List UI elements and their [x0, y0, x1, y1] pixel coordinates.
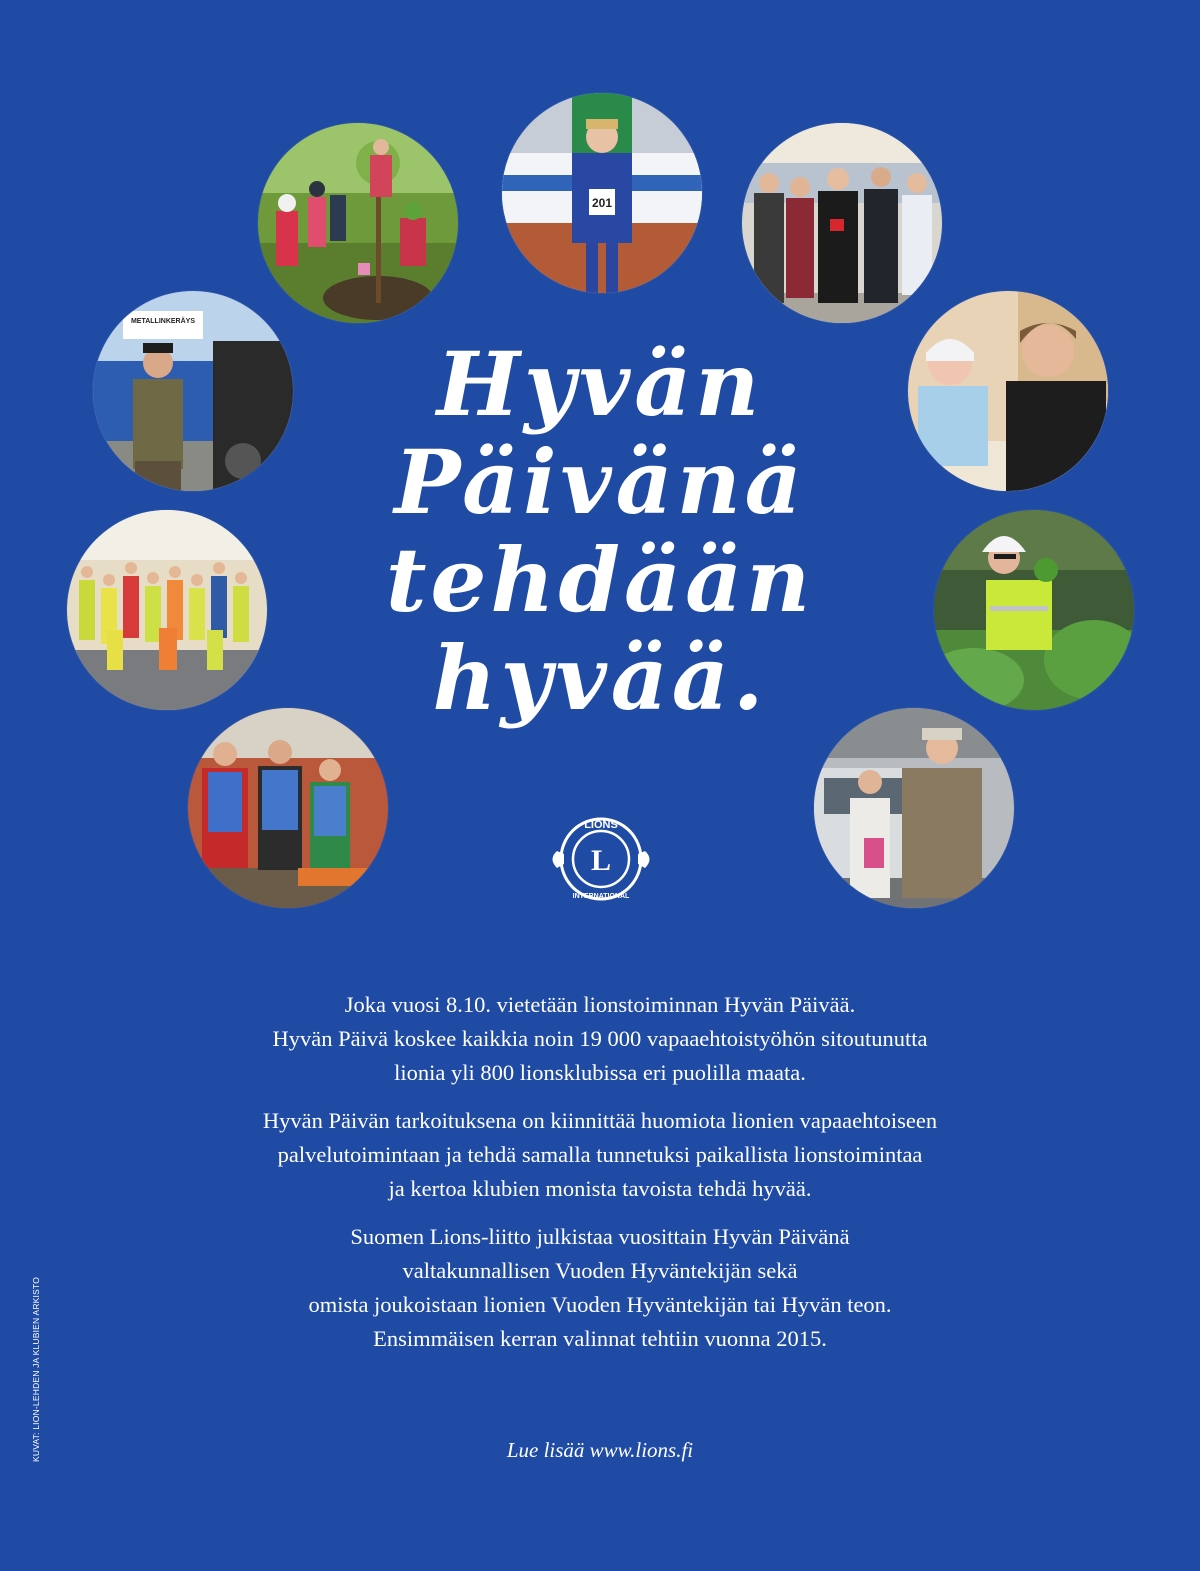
- paragraph-3: [120, 1220, 1080, 1356]
- paragraph-3-line-3: omista joukoistaan lionien Vuoden Hyväntekijän tai Hyvän teon.: [308, 1292, 892, 1317]
- group-in-store-image: [742, 123, 942, 323]
- paragraph-1-line-3: lionia yli 800 lionsklubissa eri puolilla maata.: [394, 1060, 806, 1085]
- paragraph-3-line-1: Suomen Lions-liitto julkistaa vuosittain Hyvän Päivänä: [350, 1224, 850, 1249]
- lions-logo-emblem: [542, 806, 660, 912]
- paragraph-1-line-1: Joka vuosi 8.10. vietetään lionstoiminnan Hyvän Päivää.: [344, 992, 856, 1017]
- body-text: [120, 988, 1080, 1370]
- schoolchildren-image: [67, 510, 267, 710]
- photo-group-in-store: [742, 123, 942, 323]
- photo-tree-planting: [258, 123, 458, 323]
- photo-credit-text: KUVAT: LION-LEHDEN JA KLUBIEN ARKISTO: [31, 1276, 41, 1462]
- headline-line-1: Hyvän: [436, 332, 764, 436]
- logo-center-letter: L: [590, 844, 612, 877]
- couple-at-car-image: [814, 708, 1014, 908]
- paragraph-1-line-2: Hyvän Päivä koskee kaikkia noin 19 000 vapaaehtoistyöhön sitoutunutta: [272, 1026, 928, 1051]
- paragraph-1: [120, 988, 1080, 1090]
- tree-planting-image: [258, 123, 458, 323]
- logo-bottom-text: INTERNATIONAL: [572, 893, 630, 900]
- photo-credit: [31, 1272, 41, 1462]
- elderly-and-boy-image: [908, 291, 1108, 491]
- recycling-sign-text: METALLINKERÄYS: [130, 318, 196, 325]
- lions-international-logo: [542, 806, 660, 912]
- girl-runner-image: [502, 93, 702, 293]
- logo-top-text: LIONS: [584, 819, 618, 831]
- photo-woman-vest-greenery: [934, 510, 1134, 710]
- photo-schoolchildren: [67, 510, 267, 710]
- paragraph-2: [120, 1104, 1080, 1206]
- paragraph-3-line-4: Ensimmäisen kerran valinnat tehtiin vuonna 2015.: [373, 1326, 827, 1351]
- headline-line-3: tehdään: [385, 528, 815, 632]
- volunteers-vests-image: [188, 708, 388, 908]
- headline-line-2: Päivänä: [394, 430, 806, 534]
- paragraph-2-line-1: Hyvän Päivän tarkoituksena on kiinnittää huomiota lionien vapaaehtoiseen: [262, 1108, 938, 1133]
- paragraph-3-line-2: valtakunnallisen Vuoden Hyväntekijän sekä: [402, 1258, 798, 1283]
- photo-girl-runner: [502, 93, 702, 293]
- headline: [300, 332, 900, 730]
- photo-elderly-and-boy: [908, 291, 1108, 491]
- photo-volunteers-vests: [188, 708, 388, 908]
- read-more-link[interactable]: Lue lisää www.lions.fi: [506, 1438, 694, 1462]
- photo-couple-at-car: [814, 708, 1014, 908]
- paragraph-2-line-3: ja kertoa klubien monista tavoista tehdä hyvää.: [388, 1176, 812, 1201]
- woman-vest-greenery-image: [934, 510, 1134, 710]
- recycling-image: [93, 291, 293, 491]
- photo-recycling: [93, 291, 293, 491]
- runner-bib-number: 201: [591, 196, 613, 210]
- headline-line-4: hyvää.: [432, 626, 768, 730]
- paragraph-2-line-2: palvelutoimintaan ja tehdä samalla tunnetuksi paikallista lionstoimintaa: [277, 1142, 923, 1167]
